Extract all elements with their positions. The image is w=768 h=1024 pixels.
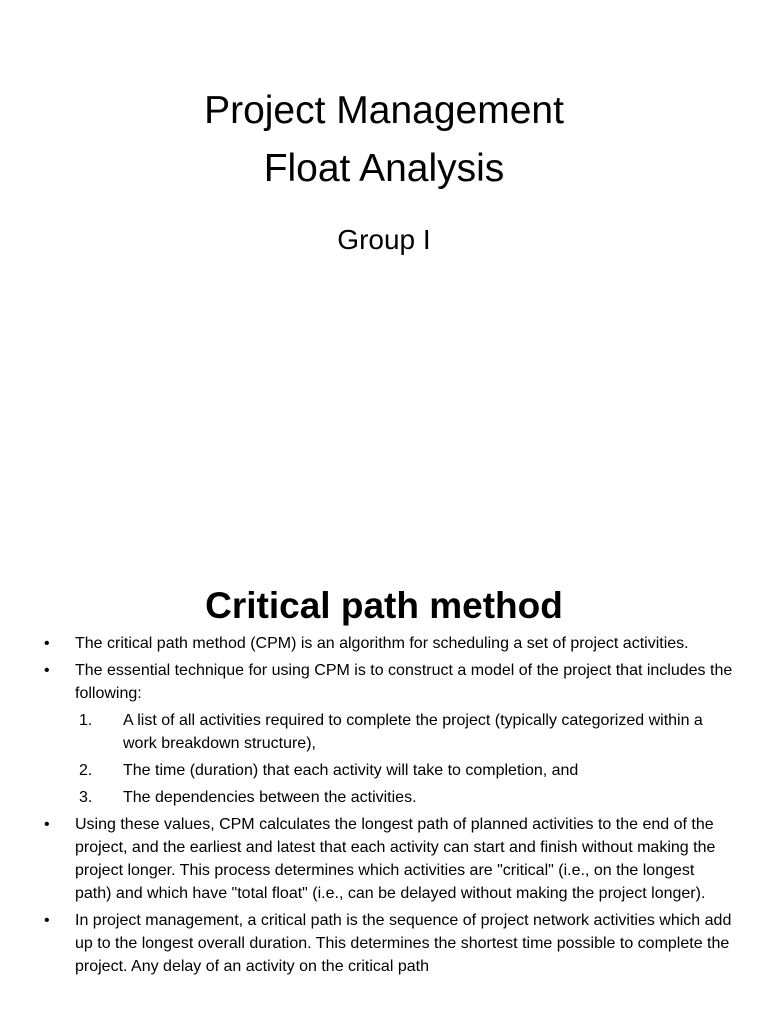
slide-subtitle: Group I — [337, 224, 431, 255]
bullet-item — [44, 632, 734, 655]
title-line-1: Project Management — [204, 89, 564, 132]
numbered-item — [44, 759, 734, 782]
bullet-text: The critical path method (CPM) is an algorithm for scheduling a set of project activities. — [75, 635, 689, 652]
slide-body — [44, 632, 734, 982]
bullet-glyph: • — [44, 635, 50, 652]
bullet-glyph: • — [44, 662, 50, 679]
item-number: 2. — [79, 762, 93, 779]
bullet-glyph: • — [44, 816, 50, 833]
bullet-glyph: • — [44, 912, 50, 929]
item-number: 1. — [79, 712, 93, 729]
item-text: The dependencies between the activities. — [123, 789, 417, 806]
slide-title — [0, 82, 768, 198]
bullet-item — [44, 659, 734, 705]
bullet-text: The essential technique for using CPM is to construct a model of the project that includes the following: — [75, 662, 733, 702]
bullet-item — [44, 909, 734, 978]
item-text: The time (duration) that each activity will take to completion, and — [123, 762, 579, 779]
title-line-2: Float Analysis — [263, 147, 505, 190]
content-slide — [0, 576, 768, 1024]
bullet-item — [44, 813, 734, 905]
numbered-item — [44, 786, 734, 809]
bullet-text: In project management, a critical path is the sequence of project network activities which add up to the longest overall duration. This determines the shortest time possible to complete the project. Any delay of an activity on the critical path — [75, 912, 732, 975]
item-number: 3. — [79, 789, 93, 806]
slide-heading: Critical path method — [205, 585, 563, 626]
bullet-text: Using these values, CPM calculates the longest path of planned activities to the end of the project, and the earliest and latest that each activity can start and finish without making the project longer. This process determines which activities are "critical" (i.e., on the longest path) and which have "total float" (i.e., can be delayed without making the project longer). — [75, 816, 716, 902]
item-text: A list of all activities required to complete the project (typically categorized within a work breakdown structure), — [123, 712, 703, 752]
numbered-item — [44, 709, 734, 755]
